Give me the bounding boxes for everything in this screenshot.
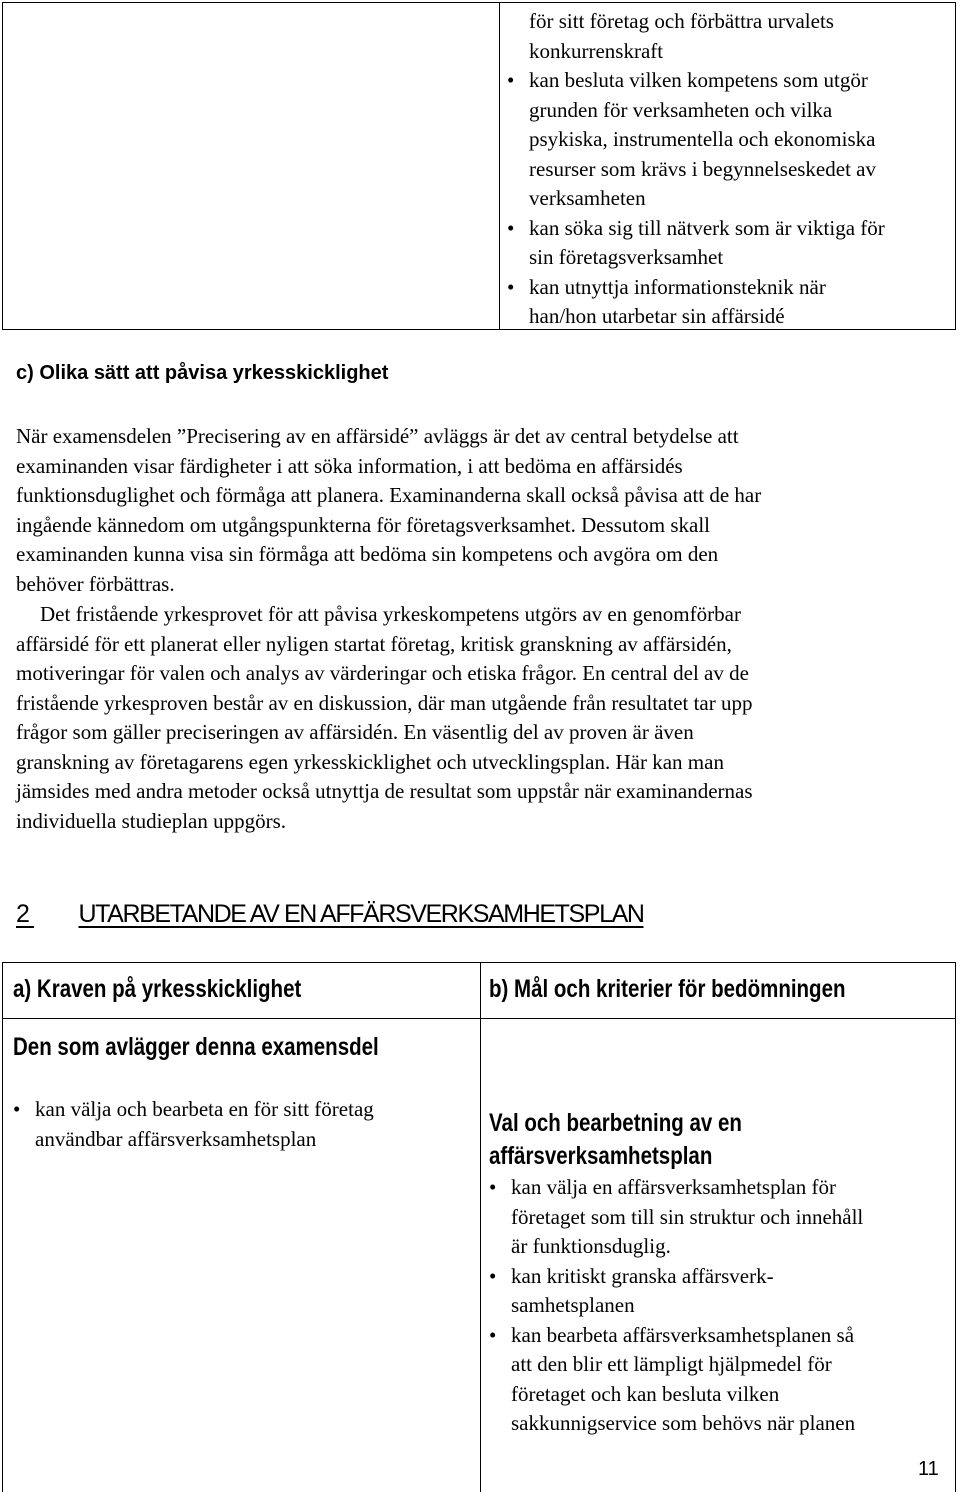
line-text: kan kritiskt granska affärsverk- <box>511 1263 774 1288</box>
top-box-divider <box>499 3 500 329</box>
bullet-icon: • <box>507 215 515 240</box>
line-text: samhetsplanen <box>511 1293 635 1317</box>
text-line <box>507 243 955 273</box>
bullet-icon: • <box>507 274 515 299</box>
line-text: för sitt företag och förbättra urvalets <box>529 9 834 33</box>
col-b-content <box>489 1173 951 1439</box>
text-line <box>507 155 955 185</box>
line-text: kan välja en affärsverksamhetsplan för <box>511 1175 836 1199</box>
text-line <box>489 1350 951 1380</box>
section-c-heading: c) Olika sätt att påvisa yrkesskicklighet <box>16 362 389 384</box>
section-c-paragraph-1 <box>16 422 946 599</box>
table-header-divider <box>3 1018 955 1019</box>
bullet-icon: • <box>507 68 515 92</box>
paragraph-line: behöver förbättras. <box>16 571 175 596</box>
line-text: kan besluta vilken kompetens som utgör <box>529 68 868 92</box>
col-a-content <box>13 1095 473 1154</box>
bullet-line <box>507 273 955 303</box>
bullet-line <box>489 1321 951 1351</box>
line-text: kan utnyttja informationsteknik när <box>529 274 826 299</box>
line-text: psykiska, instrumentella och ekonomiska <box>529 127 876 151</box>
bullet-icon: • <box>489 1322 497 1347</box>
text-line <box>489 1203 951 1233</box>
section-2-heading <box>16 900 644 929</box>
text-line <box>13 1125 473 1155</box>
line-text: företaget som till sin struktur och innehåll <box>511 1204 864 1229</box>
top-criteria-box <box>2 2 956 330</box>
bullet-icon: • <box>13 1097 21 1121</box>
paragraph-line: examinanden visar färdigheter i att söka information, i att bedöma en affärsidés <box>16 453 683 478</box>
section-2-title: UTARBETANDE AV EN AFFÄRSVERKSAMHETSPLAN <box>78 900 644 928</box>
bullet-line <box>489 1262 951 1292</box>
paragraph-line: jämsides med andra metoder också utnyttja de resultat som uppstår när examinandernas <box>16 779 753 803</box>
bullet-line <box>507 214 955 244</box>
line-text: sakkunnigservice som behövs när planen <box>511 1411 856 1435</box>
line-text: sin företagsverksamhet <box>529 245 724 269</box>
requirements-table <box>2 962 956 1492</box>
line-text: kan bearbeta affärsverksamhetsplanen så <box>511 1322 855 1347</box>
text-line <box>507 96 955 126</box>
bullet-line <box>489 1173 951 1203</box>
bullet-icon: • <box>489 1175 497 1199</box>
line-text: kan söka sig till nätverk som är viktiga för <box>529 215 885 240</box>
text-line <box>507 37 955 67</box>
bullet-line <box>507 66 955 96</box>
paragraph-line: frågor som gäller preciseringen av affärsidén. En väsentlig del av proven är även <box>16 720 694 744</box>
paragraph-line: examinanden kunna visa sin förmåga att bedöma sin kompetens och avgöra om den <box>16 542 719 566</box>
col-b-subheading: Val och bearbetning av en affärsverksamhetsplan <box>489 1109 742 1170</box>
paragraph-line: ingående kännedom om utgångspunkterna för företagsverksamhet. Dessutom skall <box>16 512 710 537</box>
line-text: företaget och kan besluta vilken <box>511 1381 780 1406</box>
text-line <box>489 1232 951 1262</box>
line-text: resurser som krävs i begynnelseskedet av <box>529 156 876 181</box>
paragraph-line: fristående yrkesproven består av en diskussion, där man utgående från resultatet tar upp <box>16 690 753 715</box>
line-text: användbar affärsverksamhetsplan <box>35 1126 317 1151</box>
col-b-header: b) Mål och kriterier för bedömningen <box>489 975 846 1003</box>
line-text: konkurrenskraft <box>529 38 664 63</box>
line-text: han/hon utarbetar sin affärsidé <box>529 304 785 328</box>
col-a-subheading: Den som avlägger denna examensdel <box>13 1033 379 1061</box>
bullet-line <box>13 1095 473 1125</box>
line-text: grunden för verksamheten och vilka <box>529 97 833 122</box>
text-line <box>489 1380 951 1410</box>
section-c-paragraph-2 <box>16 600 946 836</box>
paragraph-line: affärsidé för ett planerat eller nyligen startat företag, kritisk granskning av affärsidén, <box>16 631 732 656</box>
paragraph-line: Det fristående yrkesprovet för att påvisa yrkeskompetens utgörs av en genomförbar <box>40 602 741 626</box>
page-number: 11 <box>918 1458 939 1480</box>
table-column-divider <box>480 963 481 1492</box>
top-box-content <box>507 7 955 332</box>
col-a-header: a) Kraven på yrkesskicklighet <box>13 975 302 1003</box>
line-text: är funktionsduglig. <box>511 1234 671 1258</box>
line-text: att den blir ett lämpligt hjälpmedel för <box>511 1352 832 1376</box>
text-line <box>507 302 955 332</box>
text-line <box>507 7 955 37</box>
text-line <box>507 125 955 155</box>
paragraph-line: När examensdelen ”Precisering av en affärsidé” avläggs är det av central betydelse att <box>16 424 739 448</box>
line-text: verksamheten <box>529 186 646 210</box>
text-line <box>489 1409 951 1439</box>
bullet-icon: • <box>489 1263 497 1288</box>
paragraph-line: motiveringar för valen och analys av värderingar och etiska frågor. En central del av de <box>16 661 749 685</box>
text-line <box>489 1291 951 1321</box>
line-text: kan välja och bearbeta en för sitt företag <box>35 1097 374 1121</box>
paragraph-line: individuella studieplan uppgörs. <box>16 808 287 833</box>
paragraph-line: funktionsduglighet och förmåga att planera. Examinanderna skall också påvisa att de har <box>16 483 762 507</box>
text-line <box>507 184 955 214</box>
paragraph-line: granskning av företagarens egen yrkesskicklighet och utvecklingsplan. Här kan man <box>16 749 724 774</box>
section-2-number: 2 <box>16 900 29 928</box>
